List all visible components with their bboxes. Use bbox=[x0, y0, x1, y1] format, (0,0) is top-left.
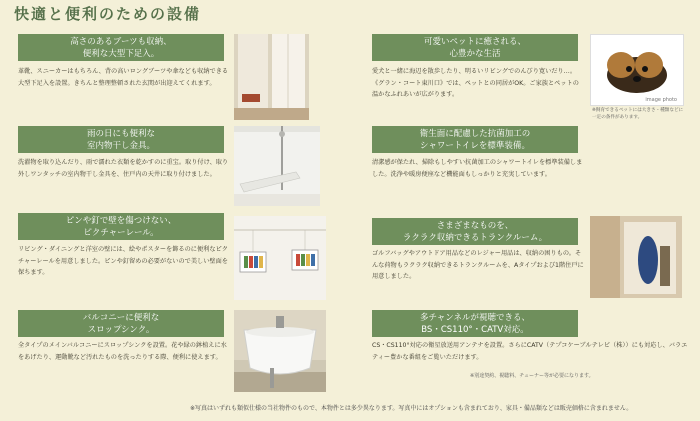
heading-line: バルコニーに便利な bbox=[82, 312, 160, 323]
section-heading-shoe-storage bbox=[18, 34, 224, 61]
catv-note: ※別途契約、視聴料、チューナー等が必要になります。 bbox=[470, 373, 594, 379]
footer-note: ※写真はいずれも類似仕様の当社物件のもので、本物件とは多少異なります。写真中にはオプションも含まれており、家具・備品類などは販売価格に含まれません。 bbox=[190, 405, 633, 412]
heading-line: スロップシンク。 bbox=[87, 324, 155, 335]
pet-dog-photo bbox=[590, 34, 684, 106]
section-body-catv: CS・CS110°対応の衛星放送用アンテナを設置。さらにCATV（テプコケーブルテレビ（株））にも対応し、バラエティー豊かな番組をご覧いただけます。 bbox=[372, 342, 688, 361]
drying-rack-photo bbox=[234, 126, 320, 206]
heading-line: シャワートイレを標準装備。 bbox=[420, 140, 530, 151]
heading-line: 便利な大型下足入。 bbox=[82, 48, 160, 59]
shoe-storage-photo bbox=[234, 34, 309, 120]
section-heading-trunk-room bbox=[372, 218, 578, 245]
trunk-room-photo bbox=[590, 216, 682, 298]
section-body-picture-rail: リビング・ダイニングと洋室の壁には、絵やポスターを飾るのに便利なピクチャーレールを用意しました。ピンや釘留めの必要がないので美しい壁面を保ちます。 bbox=[18, 246, 228, 276]
section-heading-shower-toilet bbox=[372, 126, 578, 153]
heading-line: ラクラク収納できるトランクルーム。 bbox=[402, 232, 548, 243]
heading-line: 室内物干し金具。 bbox=[86, 140, 155, 151]
heading-line: 雨の日にも便利な bbox=[86, 128, 155, 139]
heading-line: さまざまなものを、 bbox=[436, 220, 514, 231]
heading-line: ピンや釘で壁を傷つけない、 bbox=[65, 215, 177, 226]
section-heading-catv bbox=[372, 310, 578, 337]
heading-line: 心豊かな生活 bbox=[449, 48, 501, 59]
section-heading-drying-rack bbox=[18, 126, 224, 153]
photo-caption: image photo bbox=[645, 97, 677, 103]
heading-line: BS・CS110°・CATV対応。 bbox=[421, 324, 529, 335]
picture-rail-photo bbox=[234, 216, 326, 300]
heading-line: 多チャンネルが視聴できる、 bbox=[420, 312, 530, 323]
section-body-pets: 愛犬と一緒に海辺を散歩したり、明るいリビングでのんびり寛いだり…。《グラン・コート東川口》では、ペットとの同居がOK。ご家族とペットの温かなふれあいが広がります。 bbox=[372, 68, 579, 98]
heading-line: 衛生面に配慮した抗菌加工の bbox=[419, 128, 531, 139]
heading-line: 高さのあるブーツも収納、 bbox=[70, 36, 172, 47]
heading-line: ピクチャーレール。 bbox=[83, 227, 159, 238]
section-heading-slop-sink bbox=[18, 310, 224, 337]
section-heading-picture-rail bbox=[18, 213, 224, 240]
section-body-shower-toilet: 清潔感が保たれ、掃除もしやすい抗菌加工のシャワートイレを標準装備しました。洗浄や暖房便座など機能面もしっかりと充実しています。 bbox=[372, 159, 583, 178]
page-title: 快適と便利のための設備 bbox=[14, 5, 202, 23]
section-body-trunk-room: ゴルフバッグやアウトドア用品などのレジャー用品は、収納の困りもの。そんな荷物もラクラク収納できるトランクルームを、Aタイプおよび1階住戸に用意しました。 bbox=[372, 250, 584, 280]
heading-line: 可愛いペットに癒される、 bbox=[423, 36, 526, 47]
section-body-shoe-storage: 革靴、スニーカーはもちろん、背の高いロングブーツや傘なども収納できる大型下足入を設置。きちんと整理整頓された玄関が出迎えてくれます。 bbox=[18, 68, 229, 87]
section-heading-pets bbox=[372, 34, 578, 61]
slop-sink-photo bbox=[234, 310, 326, 392]
pet-condition-note: ※飼育できるペットには大きさ・種類などに一定の条件があります。 bbox=[592, 108, 684, 120]
section-body-slop-sink: 全タイプのメインバルコニーにスロップシンクを設置。花や緑の鉢植えに水をあげたり、運動靴など汚れたものを洗ったりする際、便利に使えます。 bbox=[18, 342, 227, 361]
section-body-drying-rack: 洗濯物を取り込んだり、雨で濡れた衣類を乾かすのに重宝。取り付け、取り外しワンタッチの室内物干し金具を、住戸内の天井に取り付けました。 bbox=[18, 159, 229, 178]
